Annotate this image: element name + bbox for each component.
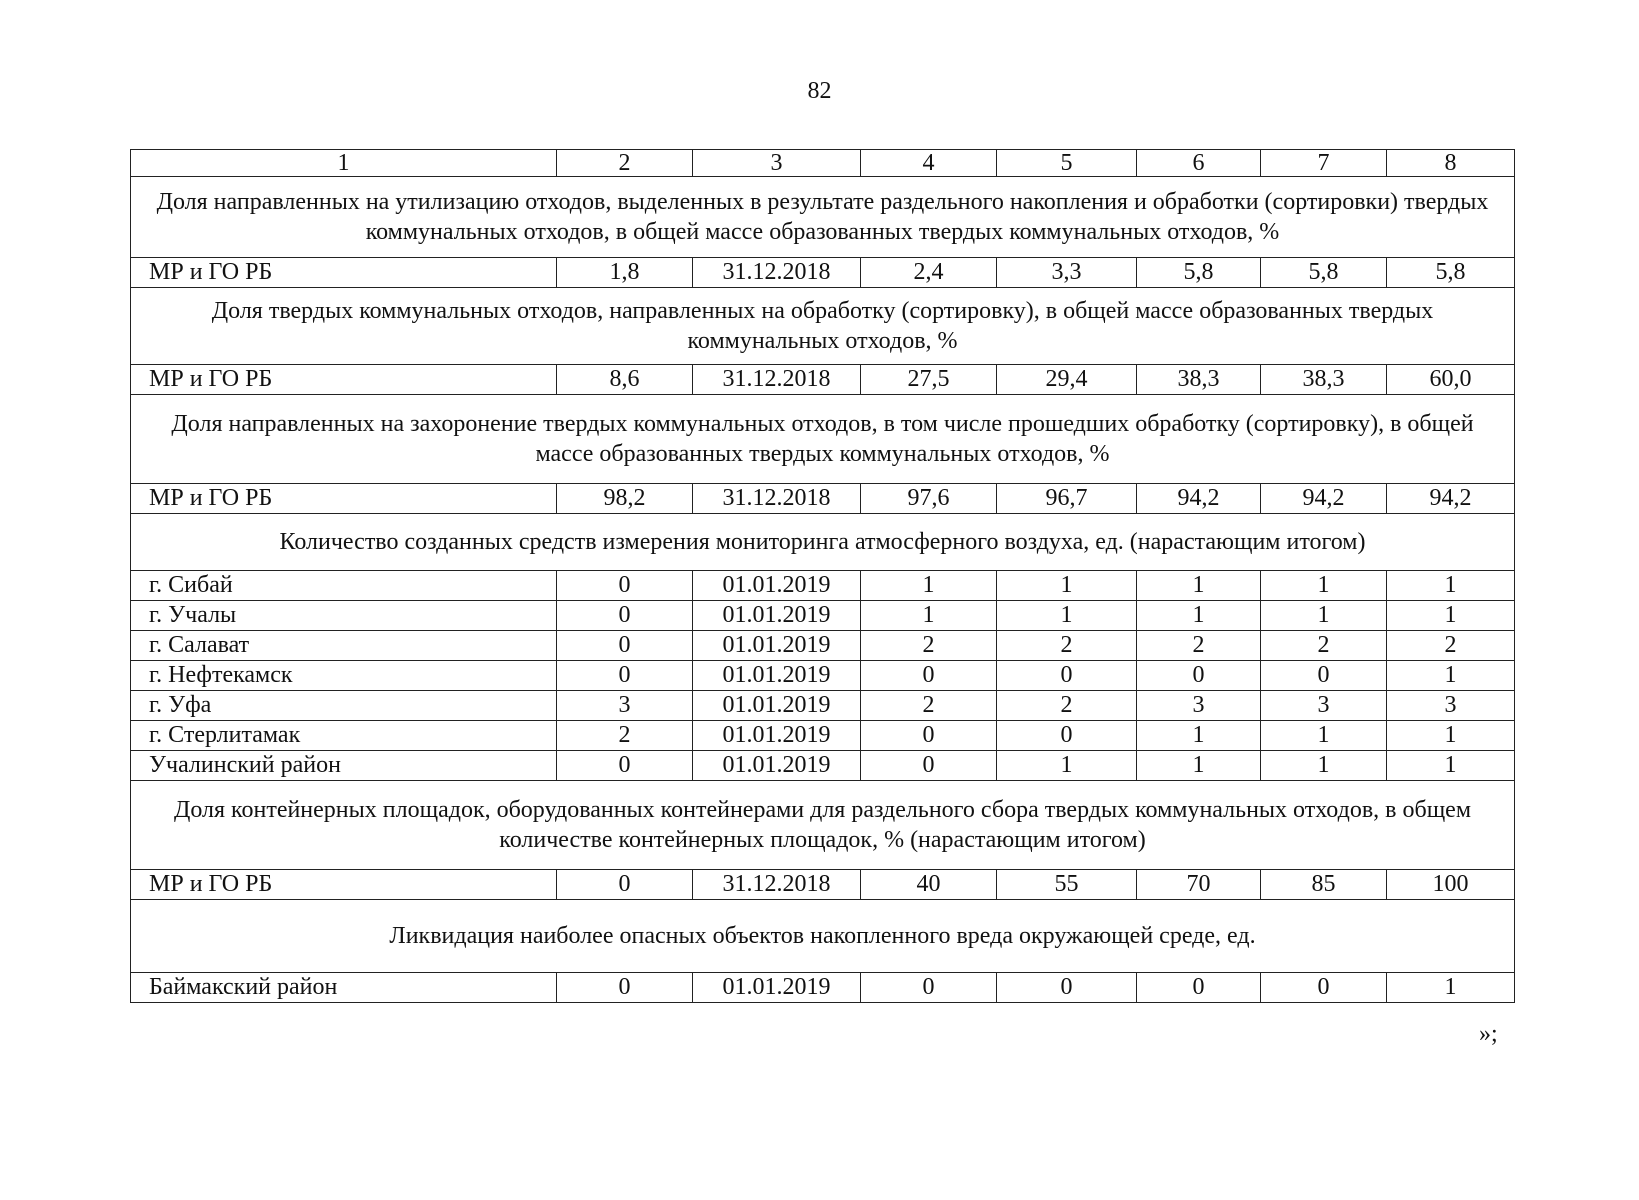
section-heading-row <box>131 900 1515 973</box>
value-cell: 0 <box>557 870 693 900</box>
value-cell: 1 <box>1261 601 1387 631</box>
value-cell: 5,8 <box>1387 258 1515 288</box>
value-cell: 2 <box>1387 631 1515 661</box>
section-heading-row <box>131 177 1515 258</box>
value-cell: 55 <box>997 870 1137 900</box>
value-cell: 85 <box>1261 870 1387 900</box>
row-label: Учалинский район <box>131 751 557 781</box>
value-cell: 1 <box>1137 751 1261 781</box>
value-cell: 1 <box>861 601 997 631</box>
value-cell: 94,2 <box>1387 484 1515 514</box>
value-cell: 70 <box>1137 870 1261 900</box>
table-row <box>131 973 1515 1003</box>
row-label: г. Салават <box>131 631 557 661</box>
value-cell: 3 <box>1387 691 1515 721</box>
value-cell: 0 <box>997 973 1137 1003</box>
value-cell: 0 <box>557 601 693 631</box>
value-cell: 2 <box>861 631 997 661</box>
value-cell: 0 <box>997 661 1137 691</box>
value-cell: 0 <box>1261 973 1387 1003</box>
base-date-cell: 01.01.2019 <box>693 973 861 1003</box>
value-cell: 3 <box>1137 691 1261 721</box>
table-row <box>131 721 1515 751</box>
value-cell: 0 <box>1137 661 1261 691</box>
closing-quote: »; <box>1479 1021 1498 1047</box>
value-cell: 1 <box>1387 571 1515 601</box>
column-number: 6 <box>1137 150 1261 177</box>
value-cell: 0 <box>997 721 1137 751</box>
table-row <box>131 365 1515 395</box>
row-label: МР и ГО РБ <box>131 258 557 288</box>
value-cell: 38,3 <box>1137 365 1261 395</box>
value-cell: 0 <box>557 571 693 601</box>
page-number: 82 <box>807 78 832 104</box>
section-heading: Количество созданных средств измерения мониторинга атмосферного воздуха, ед. (нарастающим итогом) <box>131 514 1515 571</box>
row-label: г. Стерлитамак <box>131 721 557 751</box>
column-number: 2 <box>557 150 693 177</box>
section-heading-row <box>131 288 1515 365</box>
value-cell: 2 <box>997 631 1137 661</box>
value-cell: 0 <box>557 631 693 661</box>
table-row <box>131 601 1515 631</box>
value-cell: 3 <box>1261 691 1387 721</box>
value-cell: 2,4 <box>861 258 997 288</box>
base-date-cell: 31.12.2018 <box>693 258 861 288</box>
value-cell: 0 <box>861 751 997 781</box>
value-cell: 0 <box>861 973 997 1003</box>
value-cell: 0 <box>861 661 997 691</box>
value-cell: 0 <box>1137 973 1261 1003</box>
value-cell: 2 <box>557 721 693 751</box>
column-number: 8 <box>1387 150 1515 177</box>
value-cell: 0 <box>1261 661 1387 691</box>
value-cell: 97,6 <box>861 484 997 514</box>
table-row <box>131 691 1515 721</box>
value-cell: 29,4 <box>997 365 1137 395</box>
value-cell: 1 <box>997 751 1137 781</box>
section-heading: Ликвидация наиболее опасных объектов накопленного вреда окружающей среде, ед. <box>131 900 1515 973</box>
value-cell: 1 <box>1137 601 1261 631</box>
base-date-cell: 01.01.2019 <box>693 571 861 601</box>
column-number: 1 <box>131 150 557 177</box>
value-cell: 1 <box>1387 661 1515 691</box>
row-label: г. Нефтекамск <box>131 661 557 691</box>
value-cell: 60,0 <box>1387 365 1515 395</box>
value-cell: 1 <box>1261 751 1387 781</box>
value-cell: 0 <box>557 973 693 1003</box>
base-date-cell: 31.12.2018 <box>693 484 861 514</box>
value-cell: 1 <box>1387 751 1515 781</box>
value-cell: 0 <box>861 721 997 751</box>
section-heading: Доля направленных на утилизацию отходов, выделенных в результате раздельного накопления и обработки (сортировки) твердых коммунальных отходов, в общей массе образованных твердых коммунальных отходов, % <box>131 177 1515 258</box>
base-date-cell: 01.01.2019 <box>693 751 861 781</box>
base-date-cell: 31.12.2018 <box>693 870 861 900</box>
section-heading: Доля твердых коммунальных отходов, направленных на обработку (сортировку), в общей массе образованных твердых коммунальных отходов, % <box>131 288 1515 365</box>
value-cell: 0 <box>557 661 693 691</box>
column-number: 7 <box>1261 150 1387 177</box>
table-row <box>131 484 1515 514</box>
value-cell: 3,3 <box>997 258 1137 288</box>
section-heading: Доля контейнерных площадок, оборудованных контейнерами для раздельного сбора твердых коммунальных отходов, в общем количестве контейнерных площадок, % (нарастающим итогом) <box>131 781 1515 870</box>
value-cell: 1 <box>1387 601 1515 631</box>
value-cell: 1 <box>1137 571 1261 601</box>
value-cell: 1 <box>997 571 1137 601</box>
row-label: г. Сибай <box>131 571 557 601</box>
value-cell: 2 <box>1261 631 1387 661</box>
value-cell: 1 <box>997 601 1137 631</box>
value-cell: 0 <box>557 751 693 781</box>
indicators-table <box>130 149 1515 1003</box>
value-cell: 94,2 <box>1137 484 1261 514</box>
value-cell: 40 <box>861 870 997 900</box>
section-heading-row <box>131 514 1515 571</box>
value-cell: 94,2 <box>1261 484 1387 514</box>
table-row <box>131 571 1515 601</box>
table-row <box>131 870 1515 900</box>
row-label: МР и ГО РБ <box>131 365 557 395</box>
table-row <box>131 258 1515 288</box>
base-date-cell: 01.01.2019 <box>693 661 861 691</box>
value-cell: 1 <box>861 571 997 601</box>
value-cell: 5,8 <box>1261 258 1387 288</box>
value-cell: 1 <box>1387 973 1515 1003</box>
base-date-cell: 01.01.2019 <box>693 721 861 751</box>
row-label: г. Уфа <box>131 691 557 721</box>
value-cell: 100 <box>1387 870 1515 900</box>
value-cell: 27,5 <box>861 365 997 395</box>
value-cell: 2 <box>1137 631 1261 661</box>
section-heading: Доля направленных на захоронение твердых коммунальных отходов, в том числе прошедших обработку (сортировку), в общей массе образованных твердых коммунальных отходов, % <box>131 395 1515 484</box>
base-date-cell: 31.12.2018 <box>693 365 861 395</box>
value-cell: 1 <box>1261 721 1387 751</box>
value-cell: 3 <box>557 691 693 721</box>
value-cell: 1 <box>1387 721 1515 751</box>
table-row <box>131 661 1515 691</box>
column-number-row <box>131 150 1515 177</box>
base-date-cell: 01.01.2019 <box>693 691 861 721</box>
base-date-cell: 01.01.2019 <box>693 631 861 661</box>
value-cell: 1 <box>1261 571 1387 601</box>
table-row <box>131 631 1515 661</box>
value-cell: 38,3 <box>1261 365 1387 395</box>
column-number: 3 <box>693 150 861 177</box>
row-label: г. Учалы <box>131 601 557 631</box>
value-cell: 1 <box>1137 721 1261 751</box>
column-number: 5 <box>997 150 1137 177</box>
value-cell: 1,8 <box>557 258 693 288</box>
value-cell: 2 <box>861 691 997 721</box>
table-row <box>131 751 1515 781</box>
column-number: 4 <box>861 150 997 177</box>
row-label: МР и ГО РБ <box>131 484 557 514</box>
section-heading-row <box>131 781 1515 870</box>
value-cell: 8,6 <box>557 365 693 395</box>
row-label: МР и ГО РБ <box>131 870 557 900</box>
value-cell: 98,2 <box>557 484 693 514</box>
section-heading-row <box>131 395 1515 484</box>
table-body <box>131 150 1515 1003</box>
value-cell: 2 <box>997 691 1137 721</box>
value-cell: 96,7 <box>997 484 1137 514</box>
base-date-cell: 01.01.2019 <box>693 601 861 631</box>
value-cell: 5,8 <box>1137 258 1261 288</box>
row-label: Баймакский район <box>131 973 557 1003</box>
